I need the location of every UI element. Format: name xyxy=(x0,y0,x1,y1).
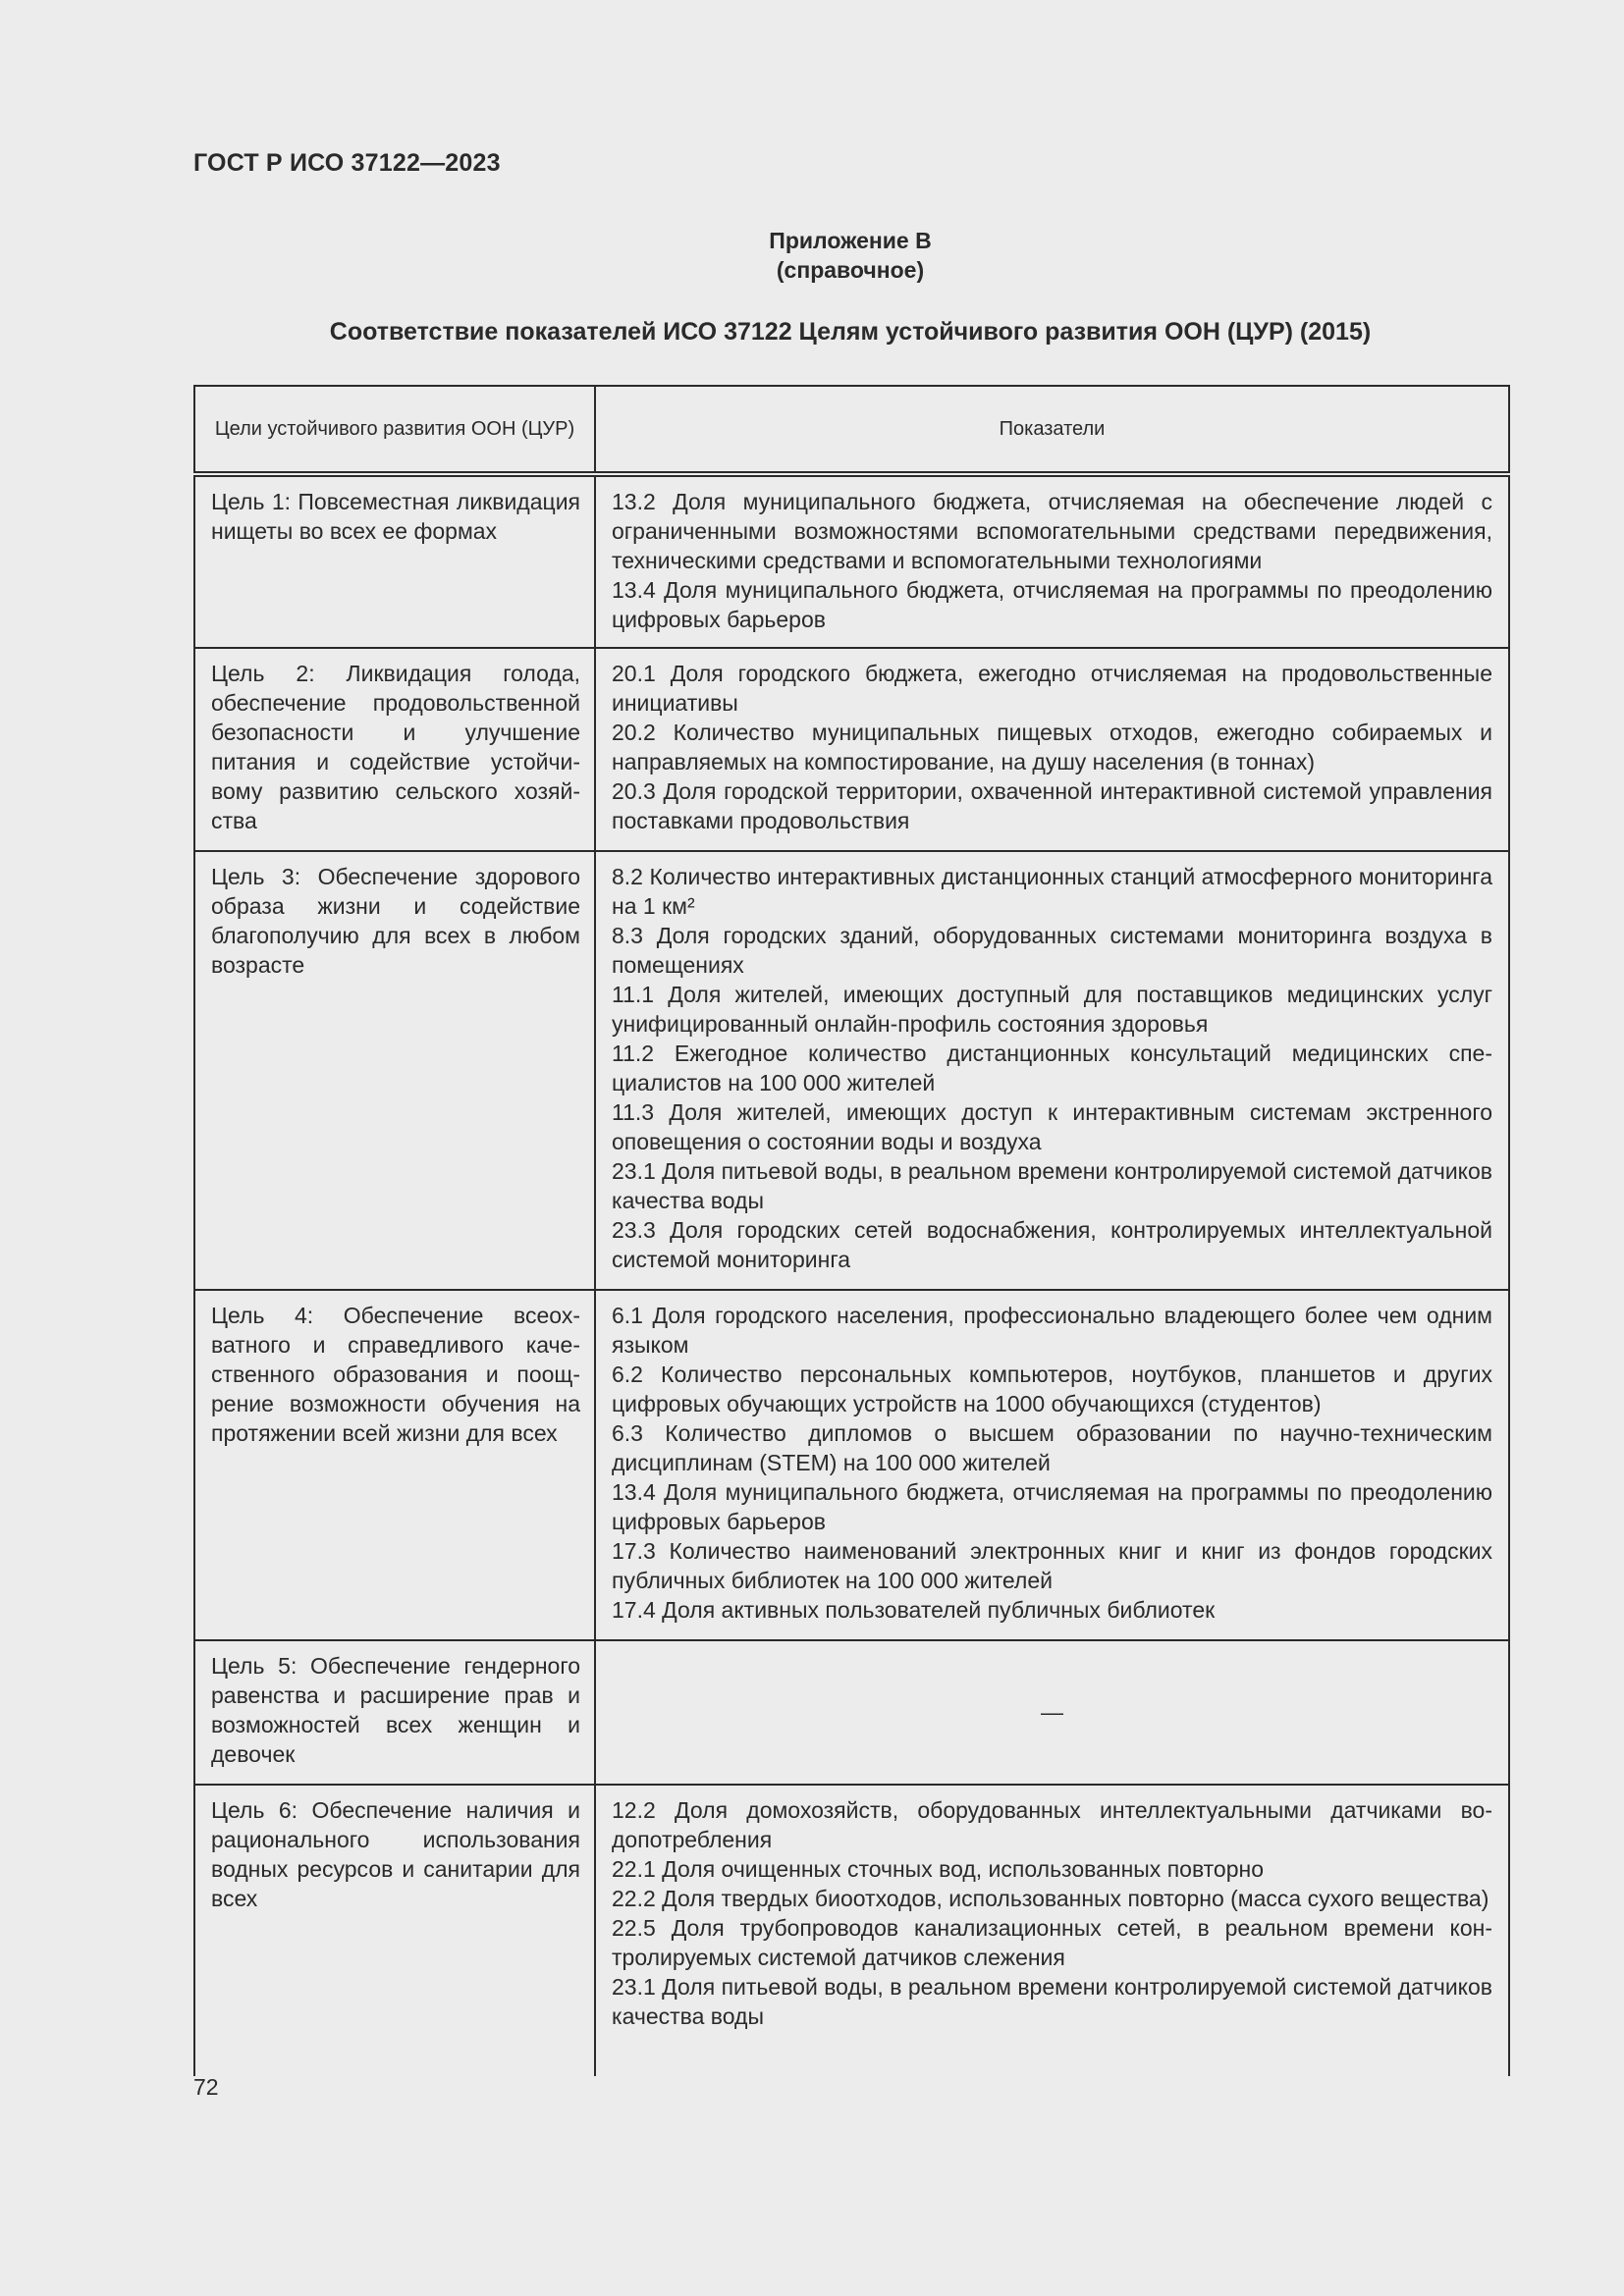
indicators-cell xyxy=(595,1785,1509,2076)
table-header-row xyxy=(194,386,1509,474)
goal-cell: Цель 2: Ликвидация голода, обеспечение продовольственной безопасности и улучшение питания и содействие устойчивому развитию сельского хозяйства xyxy=(194,648,595,851)
indicator-item: 17.3 Количество наименований электронных книг и книг из фондов городских публичных библиотек на 100 000 жителей xyxy=(612,1538,1492,1593)
appendix-label: Приложение В xyxy=(769,228,932,253)
indicator-item: 6.2 Количество персональных компьютеров, ноутбуков, планшетов и других цифровых обучающих устройств на 1000 обучающихся (студентов) xyxy=(612,1362,1492,1416)
indicator-item: 23.1 Доля питьевой воды, в реальном времени контролируемой системой датчиков качества воды xyxy=(612,1974,1492,2029)
indicator-item: 17.4 Доля активных пользователей публичных библиотек xyxy=(612,1597,1216,1623)
indicator-item: 23.3 Доля городских сетей водоснабжения, контролируемых интеллектуальной системой мониторинга xyxy=(612,1217,1492,1272)
table-row xyxy=(194,648,1509,851)
indicator-item: 8.3 Доля городских зданий, оборудованных системами мониторинга воздуха в помещениях xyxy=(612,923,1492,978)
goal-cell: Цель 5: Обеспечение гендерного равенства и расширение прав и возможностей всех женщин и девочек xyxy=(194,1640,595,1785)
goal-cell: Цель 1: Повсеместная ликвидация нищеты во всех ее формах xyxy=(194,474,595,648)
table-row xyxy=(194,1640,1509,1785)
indicator-item: 22.2 Доля твердых биоотходов, использованных повторно (масса сухого вещества) xyxy=(612,1886,1489,1911)
table-row xyxy=(194,1290,1509,1640)
indicator-item: 11.1 Доля жителей, имеющих доступный для поставщиков медицинских услуг унифицированный онлайн-профиль состояния здоровья xyxy=(612,982,1492,1037)
indicator-item: 12.2 Доля домохозяйств, оборудованных интеллектуальными датчиками водопотребления xyxy=(612,1797,1492,1852)
goal-cell: Цель 4: Обеспечение всеохватного и справедливого качественного образования и поощрение возможности обучения на протяжении всей жизни для всех xyxy=(194,1290,595,1640)
table-row xyxy=(194,1785,1509,2076)
indicator-item: 20.1 Доля городского бюджета, ежегодно отчисляемая на продовольственные инициативы xyxy=(612,661,1492,716)
appendix-title: Соответствие показателей ИСО 37122 Целям устойчивого развития ООН (ЦУР) (2015) xyxy=(329,318,1372,346)
goal-cell: Цель 3: Обеспечение здорового образа жизни и содействие благополучию для всех в любом возрасте xyxy=(194,851,595,1290)
indicator-item: 13.2 Доля муниципального бюджета, отчисляемая на обеспечение людей с ограниченными возможностями вспомогательными средствами передвижения, техническими средствами и вспомогательными технологиями xyxy=(612,489,1492,573)
indicator-item: 20.3 Доля городской территории, охваченной интерактивной системой управления поставками продовольствия xyxy=(612,778,1492,833)
document-code: ГОСТ Р ИСО 37122—2023 xyxy=(193,149,501,177)
indicators-cell xyxy=(595,474,1509,648)
goal-cell: Цель 6: Обеспечение наличия и рационального использования водных ресурсов и санитарии для всех xyxy=(194,1785,595,2076)
indicators-cell xyxy=(595,851,1509,1290)
indicator-item: 11.3 Доля жителей, имеющих доступ к интерактивным системам экстренного оповещения о состоянии воды и воздуха xyxy=(612,1099,1492,1154)
indicators-cell-empty: — xyxy=(595,1640,1509,1785)
indicators-cell xyxy=(595,648,1509,851)
correspondence-table xyxy=(193,385,1510,2076)
indicator-item: 22.1 Доля очищенных сточных вод, использованных повторно xyxy=(612,1856,1265,1882)
page-number: 72 xyxy=(193,2074,219,2100)
table-row xyxy=(194,851,1509,1290)
indicator-item: 6.1 Доля городского населения, профессионально владеющего более чем одним языком xyxy=(612,1303,1492,1358)
indicator-item: 22.5 Доля трубопроводов канализационных сетей, в реальном времени контролируемых системой датчиков слежения xyxy=(612,1915,1492,1970)
indicator-item: 6.3 Количество дипломов о высшем образовании по научно-техническим дисциплинам (STEM) на 100 000 жителей xyxy=(612,1420,1492,1475)
indicator-item: 8.2 Количество интерактивных дистанционных станций атмосферного мониторинга на 1 км² xyxy=(612,864,1492,919)
header-indicators: Показатели xyxy=(595,386,1509,474)
appendix-heading xyxy=(193,226,1507,285)
indicators-cell xyxy=(595,1290,1509,1640)
header-goals: Цели устойчивого развития ООН (ЦУР) xyxy=(194,386,595,474)
indicator-item: 11.2 Ежегодное количество дистанционных консультаций медицинских специалистов на 100 000 жителей xyxy=(612,1041,1492,1095)
indicator-item: 20.2 Количество муниципальных пищевых отходов, ежегодно собираемых и направляемых на компостирование, на душу населения (в тоннах) xyxy=(612,720,1492,774)
table-row xyxy=(194,474,1509,648)
indicator-item: 13.4 Доля муниципального бюджета, отчисляемая на программы по преодолению цифровых барьеров xyxy=(612,577,1492,632)
indicator-item: 23.1 Доля питьевой воды, в реальном времени контролируемой системой датчиков качества воды xyxy=(612,1158,1492,1213)
indicator-item: 13.4 Доля муниципального бюджета, отчисляемая на программы по преодолению цифровых барьеров xyxy=(612,1479,1492,1534)
appendix-type: (справочное) xyxy=(776,257,925,283)
